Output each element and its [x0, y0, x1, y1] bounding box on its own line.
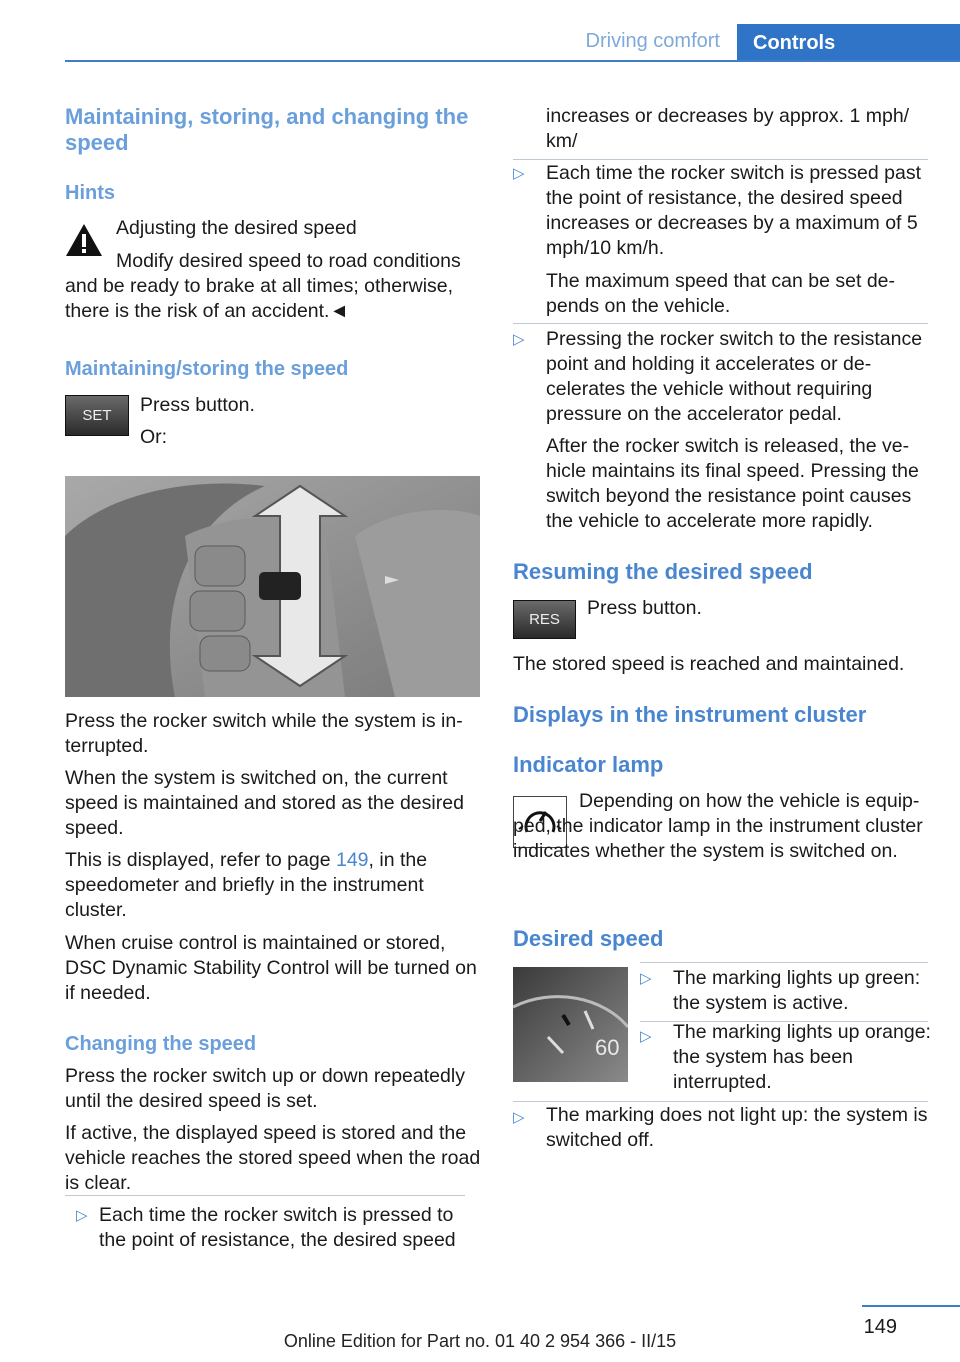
desired-speed-heading: Desired speed: [513, 926, 664, 951]
list-rule: [65, 1195, 465, 1196]
page-number: 149: [863, 1316, 897, 1338]
displays-heading: Displays in the instrument cluster: [513, 702, 867, 727]
indicator-text: Depending on how the vehicle is equipped, the indicator lamp in the instrument cluster indicates whether the system is switched on.: [513, 790, 923, 862]
dsc-paragraph: When cruise control is maintained or stored, DSC Dynamic Stability Control will be turned on if needed.: [65, 932, 477, 1004]
desired-list-item-3: The marking does not light up: the system is switched off.: [546, 1104, 928, 1151]
res-button-icon: RES: [513, 600, 576, 639]
list-item-2: Each time the rocker switch is pressed past the point of resistance, the desired speed increases or decreases by a maximum of 5 mph/10 km/h.: [546, 162, 921, 259]
list-rule: [513, 159, 928, 160]
indicator-heading: Indicator lamp: [513, 752, 664, 777]
press-button-text: Press button.: [140, 394, 255, 416]
displayed-paragraph: This is displayed, refer to page 149, in the speedometer and briefly in the instrument cluster.: [65, 849, 428, 921]
gauge-number: 60: [595, 1035, 620, 1060]
hints-heading: Hints: [65, 182, 115, 204]
warning-text: Modify desired speed to road conditions and be ready to brake at all times; otherwise, there is the risk of an accident.◄: [65, 250, 461, 322]
desired-list-item-1: The marking lights up green: the system is active.: [673, 967, 921, 1014]
list-item-3-note: After the rocker switch is released, the vehicle maintains its final speed. Pressing the switch beyond the resistance point causes the vehicle to accelerate more rapidly.: [546, 435, 919, 532]
stored-speed-text: The stored speed is reached and maintained.: [513, 653, 905, 675]
list-item-1-continued: increases or decreases by approx. 1 mph/ km/: [546, 105, 910, 152]
rocker-paragraph: Press the rocker switch while the system is interrupted.: [65, 710, 463, 757]
changing-heading: Changing the speed: [65, 1033, 257, 1055]
bullet-marker-icon: ▷: [513, 165, 525, 182]
changing-paragraph-2: If active, the displayed speed is stored and the vehicle reaches the stored speed when the road is clear.: [65, 1122, 481, 1194]
list-rule: [513, 323, 928, 324]
resuming-heading: Resuming the desired speed: [513, 559, 813, 584]
bullet-marker-icon: ▷: [640, 1028, 652, 1045]
maintain-heading: Maintaining/storing the speed: [65, 358, 349, 380]
bullet-marker-icon: ▷: [513, 1109, 525, 1126]
header-rule: [65, 60, 960, 62]
edition-footer: Online Edition for Part no. 01 40 2 954 366 - II/15: [283, 1331, 677, 1351]
warning-title: Adjusting the desired speed: [116, 217, 357, 239]
or-text: Or:: [140, 426, 168, 448]
desired-list-item-2: The marking lights up orange: the system has been interrupted.: [673, 1021, 931, 1093]
list-rule: [513, 1101, 928, 1102]
steering-wheel-rocker-image: [65, 476, 480, 697]
speedometer-gauge-image: [513, 967, 628, 1082]
header-tab-controls[interactable]: Controls: [737, 24, 960, 62]
list-rule: [640, 962, 928, 963]
list-item-2-note: The maximum speed that can be set depends on the vehicle.: [546, 270, 896, 317]
changing-paragraph-1: Press the rocker switch up or down repeatedly until the desired speed is set.: [65, 1065, 465, 1112]
press-button-text: Press button.: [587, 597, 702, 619]
section-heading: Maintaining, storing, and changing the speed: [65, 104, 469, 155]
bullet-marker-icon: ▷: [76, 1207, 88, 1224]
page-link[interactable]: 149: [335, 849, 369, 871]
header-section-label: Driving comfort: [585, 30, 720, 52]
bullet-marker-icon: ▷: [513, 331, 525, 348]
list-item-1: Each time the rocker switch is pressed to the point of resistance, the desired speed: [99, 1204, 456, 1251]
bullet-marker-icon: ▷: [640, 970, 652, 987]
footer-rule: [862, 1305, 960, 1307]
list-item-3: Pressing the rocker switch to the resistance point and holding it accelerates or decelerates the vehicle without requiring pressure on the accelerator pedal.: [546, 328, 923, 425]
set-button-icon: SET: [65, 395, 129, 436]
switched-on-paragraph: When the system is switched on, the current speed is maintained and stored as the desired speed.: [65, 767, 464, 839]
